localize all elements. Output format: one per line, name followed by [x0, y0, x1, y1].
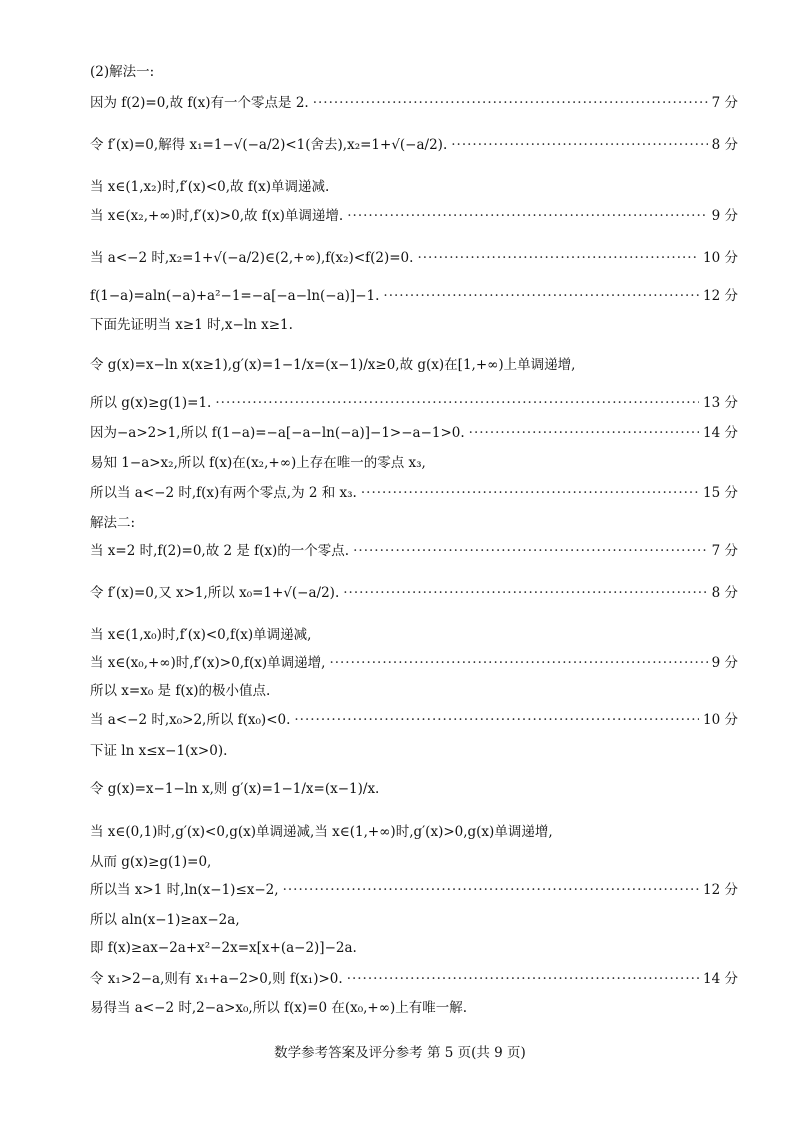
dot-leader	[383, 286, 699, 306]
line-text: 因为−a>2>1,所以 f(1−a)=−a[−a−ln(−a)]−1>−a−1>0.	[90, 425, 465, 441]
solution-line	[90, 779, 738, 799]
dot-leader	[347, 206, 707, 226]
score-label: 8 分	[711, 585, 738, 601]
page-footer: 数学参考答案及评分参考 第 5 页(共 9 页)	[274, 1045, 526, 1061]
scored-step-line	[90, 248, 738, 268]
line-text: 所以 x=x₀ 是 f(x)的极小值点.	[90, 683, 271, 699]
line-text: 令 f′(x)=0,又 x>1,所以 x₀=1+√(−a/2).	[90, 585, 340, 601]
scored-step-line	[90, 286, 738, 306]
line-text: 令 f′(x)=0,解得 x₁=1−√(−a/2)<1(舍去),x₂=1+√(−a/2).	[90, 137, 448, 153]
score-label: 10 分	[703, 250, 738, 266]
line-text: 易得当 a<−2 时,2−a>x₀,所以 f(x)=0 在(x₀,+∞)上有唯一解.	[90, 1000, 468, 1016]
solution-line	[90, 453, 738, 473]
scored-step-line	[90, 93, 738, 113]
score-label: 15 分	[703, 485, 738, 501]
line-text: 即 f(x)≥ax−2a+x²−2x=x[x+(a−2)]−2a.	[90, 940, 357, 956]
score-label: 13 分	[703, 395, 738, 411]
dot-leader	[215, 393, 699, 413]
line-text: 下证 ln x≤x−1(x>0).	[90, 743, 228, 759]
line-text: 易知 1−a>x₂,所以 f(x)在(x₂,+∞)上存在唯一的零点 x₃,	[90, 455, 426, 471]
scored-step-line	[90, 710, 738, 730]
line-text: 当 x=2 时,f(2)=0,故 2 是 f(x)的一个零点.	[90, 543, 350, 559]
solution-line	[90, 315, 738, 335]
scored-step-line	[90, 423, 738, 443]
dot-leader	[347, 969, 699, 989]
solution-line	[90, 998, 738, 1018]
scored-step-line	[90, 969, 738, 989]
line-text: 当 x∈(x₂,+∞)时,f′(x)>0,故 f(x)单调递增.	[90, 208, 344, 224]
score-label: 10 分	[703, 712, 738, 728]
scored-step-line	[90, 206, 738, 226]
solution-line	[90, 355, 738, 375]
line-text: 当 x∈(1,x₂)时,f′(x)<0,故 f(x)单调递减.	[90, 179, 330, 195]
line-text: 当 a<−2 时,x₀>2,所以 f(x₀)<0.	[90, 712, 291, 728]
dot-leader	[329, 653, 707, 673]
solution-line	[90, 625, 738, 645]
score-label: 9 分	[711, 208, 738, 224]
line-text: 因为 f(2)=0,故 f(x)有一个零点是 2.	[90, 95, 309, 111]
scored-step-line	[90, 135, 738, 155]
line-text: f(1−a)=aln(−a)+a²−1=−a[−a−ln(−a)]−1.	[90, 288, 380, 304]
line-text: 当 x∈(1,x₀)时,f′(x)<0,f(x)单调递减,	[90, 627, 312, 643]
solution-line	[90, 681, 738, 701]
line-text: 所以 g(x)≥g(1)=1.	[90, 395, 212, 411]
dot-leader	[361, 483, 699, 503]
line-text: 下面先证明当 x≥1 时,x−ln x≥1.	[90, 317, 293, 333]
dot-leader	[417, 248, 699, 268]
score-label: 14 分	[703, 971, 738, 987]
scored-step-line	[90, 583, 738, 603]
line-text: (2)解法一:	[90, 64, 155, 80]
scored-step-line	[90, 880, 738, 900]
dot-leader	[294, 710, 699, 730]
score-label: 12 分	[703, 288, 738, 304]
line-text: 所以 aln(x−1)≥ax−2a,	[90, 912, 240, 928]
scored-step-line	[90, 393, 738, 413]
solution-line	[90, 513, 738, 533]
solution-line	[90, 62, 738, 82]
dot-leader	[469, 423, 699, 443]
solution-line	[90, 822, 738, 842]
dot-leader	[343, 583, 707, 603]
solution-line	[90, 852, 738, 872]
scored-step-line	[90, 541, 738, 561]
line-text: 从而 g(x)≥g(1)=0,	[90, 854, 212, 870]
dot-leader	[313, 93, 708, 113]
score-label: 8 分	[711, 137, 738, 153]
solution-line	[90, 177, 738, 197]
line-text: 当 a<−2 时,x₂=1+√(−a/2)∈(2,+∞),f(x₂)<f(2)=0.	[90, 250, 414, 266]
line-text: 解法二:	[90, 515, 136, 531]
line-text: 当 x∈(x₀,+∞)时,f′(x)>0,f(x)单调递增,	[90, 655, 326, 671]
scored-step-line	[90, 483, 738, 503]
score-label: 12 分	[703, 882, 738, 898]
line-text: 所以当 a<−2 时,f(x)有两个零点,为 2 和 x₃.	[90, 485, 357, 501]
score-label: 14 分	[703, 425, 738, 441]
scored-step-line	[90, 653, 738, 673]
score-label: 9 分	[711, 655, 738, 671]
line-text: 令 x₁>2−a,则有 x₁+a−2>0,则 f(x₁)>0.	[90, 971, 343, 987]
line-text: 令 g(x)=x−ln x(x≥1),g′(x)=1−1/x=(x−1)/x≥0,故 g(x)在[1,+∞)上单调递增,	[90, 357, 576, 373]
line-text: 令 g(x)=x−1−ln x,则 g′(x)=1−1/x=(x−1)/x.	[90, 781, 380, 797]
dot-leader	[451, 135, 707, 155]
line-text: 所以当 x>1 时,ln(x−1)≤x−2,	[90, 882, 279, 898]
line-text: 当 x∈(0,1)时,g′(x)<0,g(x)单调递减,当 x∈(1,+∞)时,g′(x)>0,g(x)单调递增,	[90, 824, 553, 840]
solution-line	[90, 910, 738, 930]
score-label: 7 分	[711, 543, 738, 559]
score-label: 7 分	[711, 95, 738, 111]
dot-leader	[353, 541, 708, 561]
dot-leader	[283, 880, 699, 900]
solution-line	[90, 741, 738, 761]
solution-line	[90, 938, 738, 958]
